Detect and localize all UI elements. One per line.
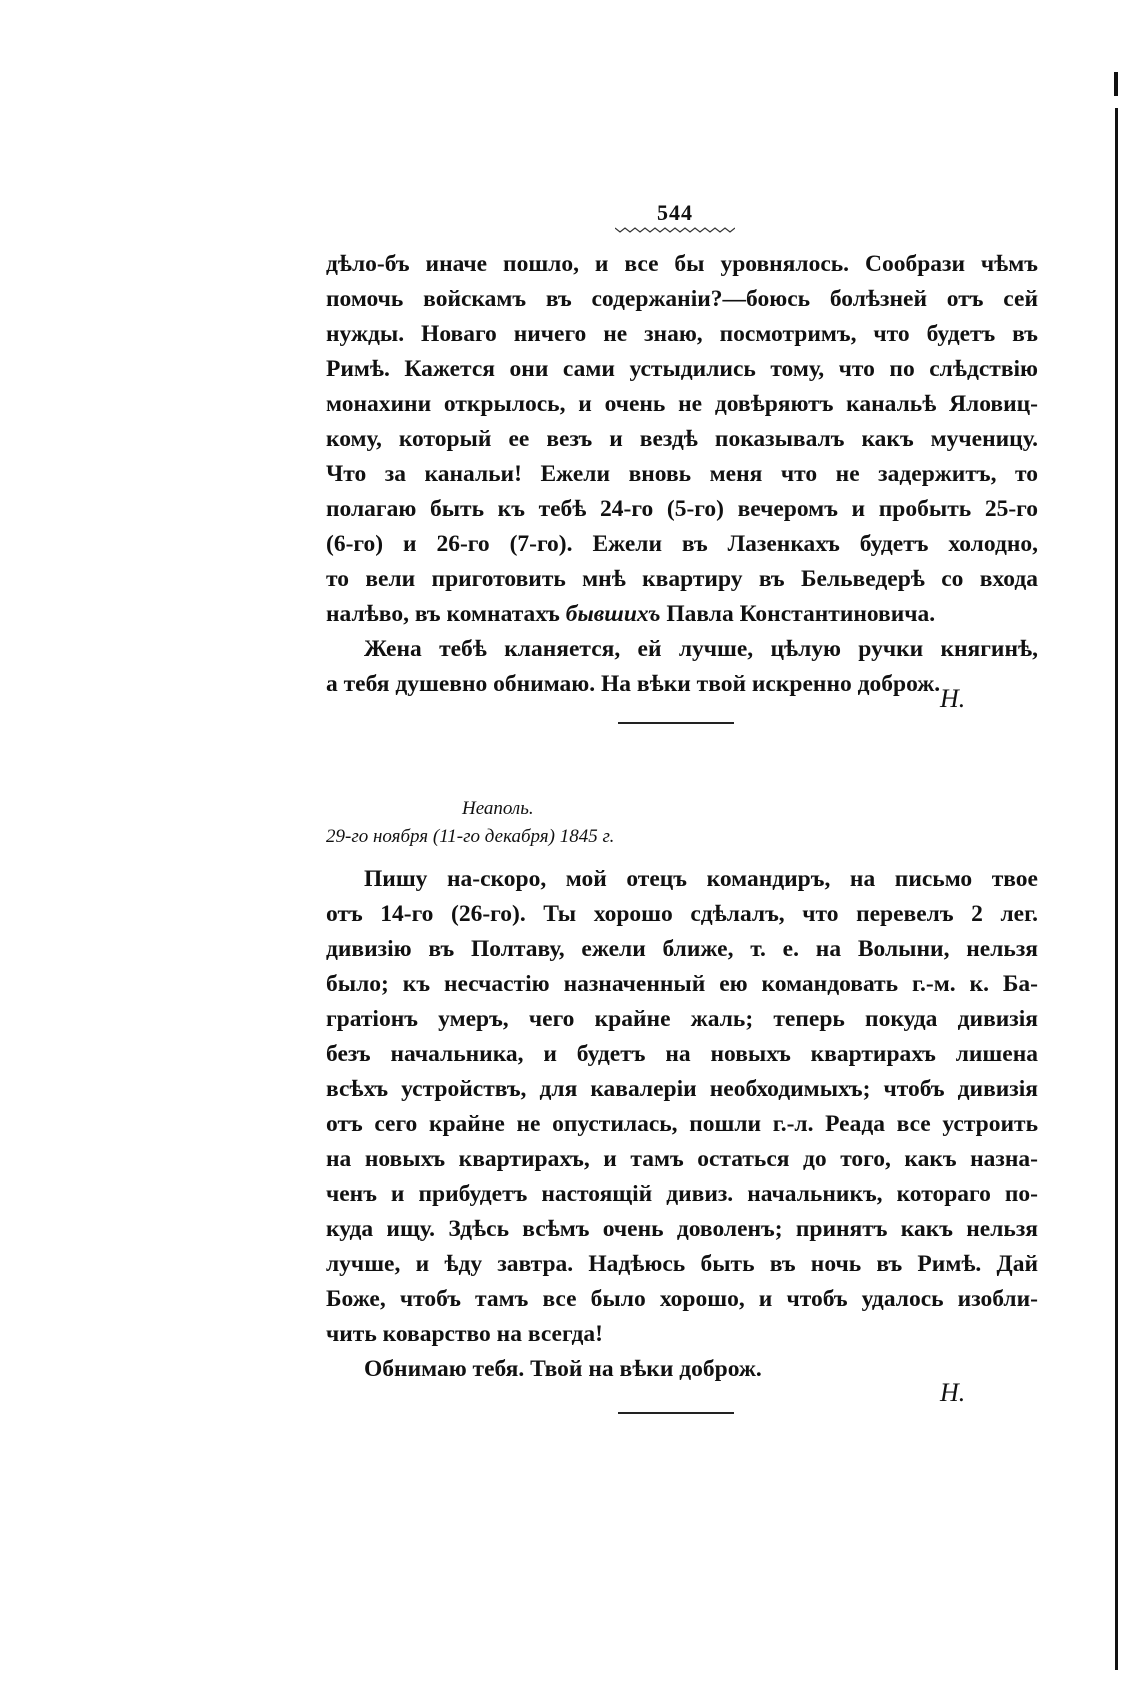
letter-1-signature: Н. <box>940 684 966 713</box>
text-line: гратіонъ умеръ, чего крайне жаль; теперь покуда дивизія <box>326 1006 1038 1032</box>
text-line: Обнимаю тебя. Твой на вѣки доброж. <box>364 1356 762 1382</box>
text-line: всѣхъ устройствъ, для кавалеріи необходимыхъ; чтобъ дивизія <box>326 1076 1038 1102</box>
text-line: ченъ и прибудетъ настоящій дивиз. начальникъ, котораго по- <box>326 1181 1038 1207</box>
text-line: Пишу на-скоро, мой отецъ командиръ, на письмо твое <box>364 866 1038 892</box>
page-number: 544 <box>657 200 693 225</box>
letter-2-place: Неаполь. <box>462 798 534 819</box>
text-segment: Павла Константиновича. <box>660 601 936 627</box>
text-line: куда ищу. Здѣсь всѣмъ очень доволенъ; принятъ какъ нельзя <box>326 1216 1038 1242</box>
letter-2-date: 29-го ноября (11-го декабря) 1845 г. <box>326 826 615 847</box>
text-line: отъ сего крайне не опустилась, пошли г.-л. Реада все устроить <box>326 1111 1038 1137</box>
page-edge-rule <box>1115 108 1118 1670</box>
text-line: (6-го) и 26-го (7-го). Ежели въ Лазенкахъ будетъ холодно, <box>326 531 1038 557</box>
section-separator <box>618 1412 734 1414</box>
text-line: чить коварство на всегда! <box>326 1321 603 1347</box>
text-line: Жена тебѣ кланяется, ей лучше, цѣлую ручки княгинѣ, <box>364 636 1038 662</box>
italic-word: бывшихъ <box>565 601 661 627</box>
text-line: Боже, чтобъ тамъ все было хорошо, и чтобъ удалось изобли- <box>326 1286 1038 1312</box>
text-line: нужды. Новаго ничего не знаю, посмотримъ, что будетъ въ <box>326 321 1038 347</box>
text-line-with-italic <box>326 597 1038 632</box>
section-separator <box>618 722 734 724</box>
text-line: помочь войскамъ въ содержаніи?—боюсь болѣзней отъ сей <box>326 286 1038 312</box>
text-line: монахини открылось, и очень не довѣряютъ канальѣ Яловиц- <box>326 391 1038 417</box>
text-line: Римѣ. Кажется они сами устыдились тому, что по слѣдствію <box>326 356 1038 382</box>
letter-2-body <box>326 862 1038 1387</box>
text-line: на новыхъ квартирахъ, и тамъ остаться до того, какъ назна- <box>326 1146 1038 1172</box>
text-line: полагаю быть къ тебѣ 24-го (5-го) вечеромъ и пробыть 25-го <box>326 496 1038 522</box>
text-line: Что за канальи! Ежели вновь меня что не задержитъ, то <box>326 461 1038 487</box>
text-line: а тебя душевно обнимаю. На вѣки твой искренно доброж. <box>326 671 941 697</box>
text-line: лучше, и ѣду завтра. Надѣюсь быть въ ночь въ Римѣ. Дай <box>326 1251 1038 1277</box>
text-line: отъ 14-го (26-го). Ты хорошо сдѣлалъ, что перевелъ 2 лег. <box>326 901 1038 927</box>
page-edge-rule <box>1114 72 1118 96</box>
page-number-ornament <box>615 226 735 234</box>
text-segment: налѣво, въ комнатахъ <box>326 601 566 627</box>
text-line: безъ начальника, и будетъ на новыхъ квартирахъ лишена <box>326 1041 1038 1067</box>
letter-1-body <box>326 247 1038 702</box>
text-line: то вели приготовить мнѣ квартиру въ Бельведерѣ со входа <box>326 566 1038 592</box>
text-line: кому, который ее везъ и вездѣ показывалъ какъ мученицу. <box>326 426 1038 452</box>
text-line: дивизію въ Полтаву, ежели ближе, т. е. на Волыни, нельзя <box>326 936 1038 962</box>
text-line: было; къ несчастію назначенный ею командовать г.-м. к. Ба- <box>326 971 1038 997</box>
text-line: дѣло-бъ иначе пошло, и все бы уровнялось. Сообрази чѣмъ <box>326 251 1038 277</box>
letter-2-signature: Н. <box>940 1378 966 1407</box>
